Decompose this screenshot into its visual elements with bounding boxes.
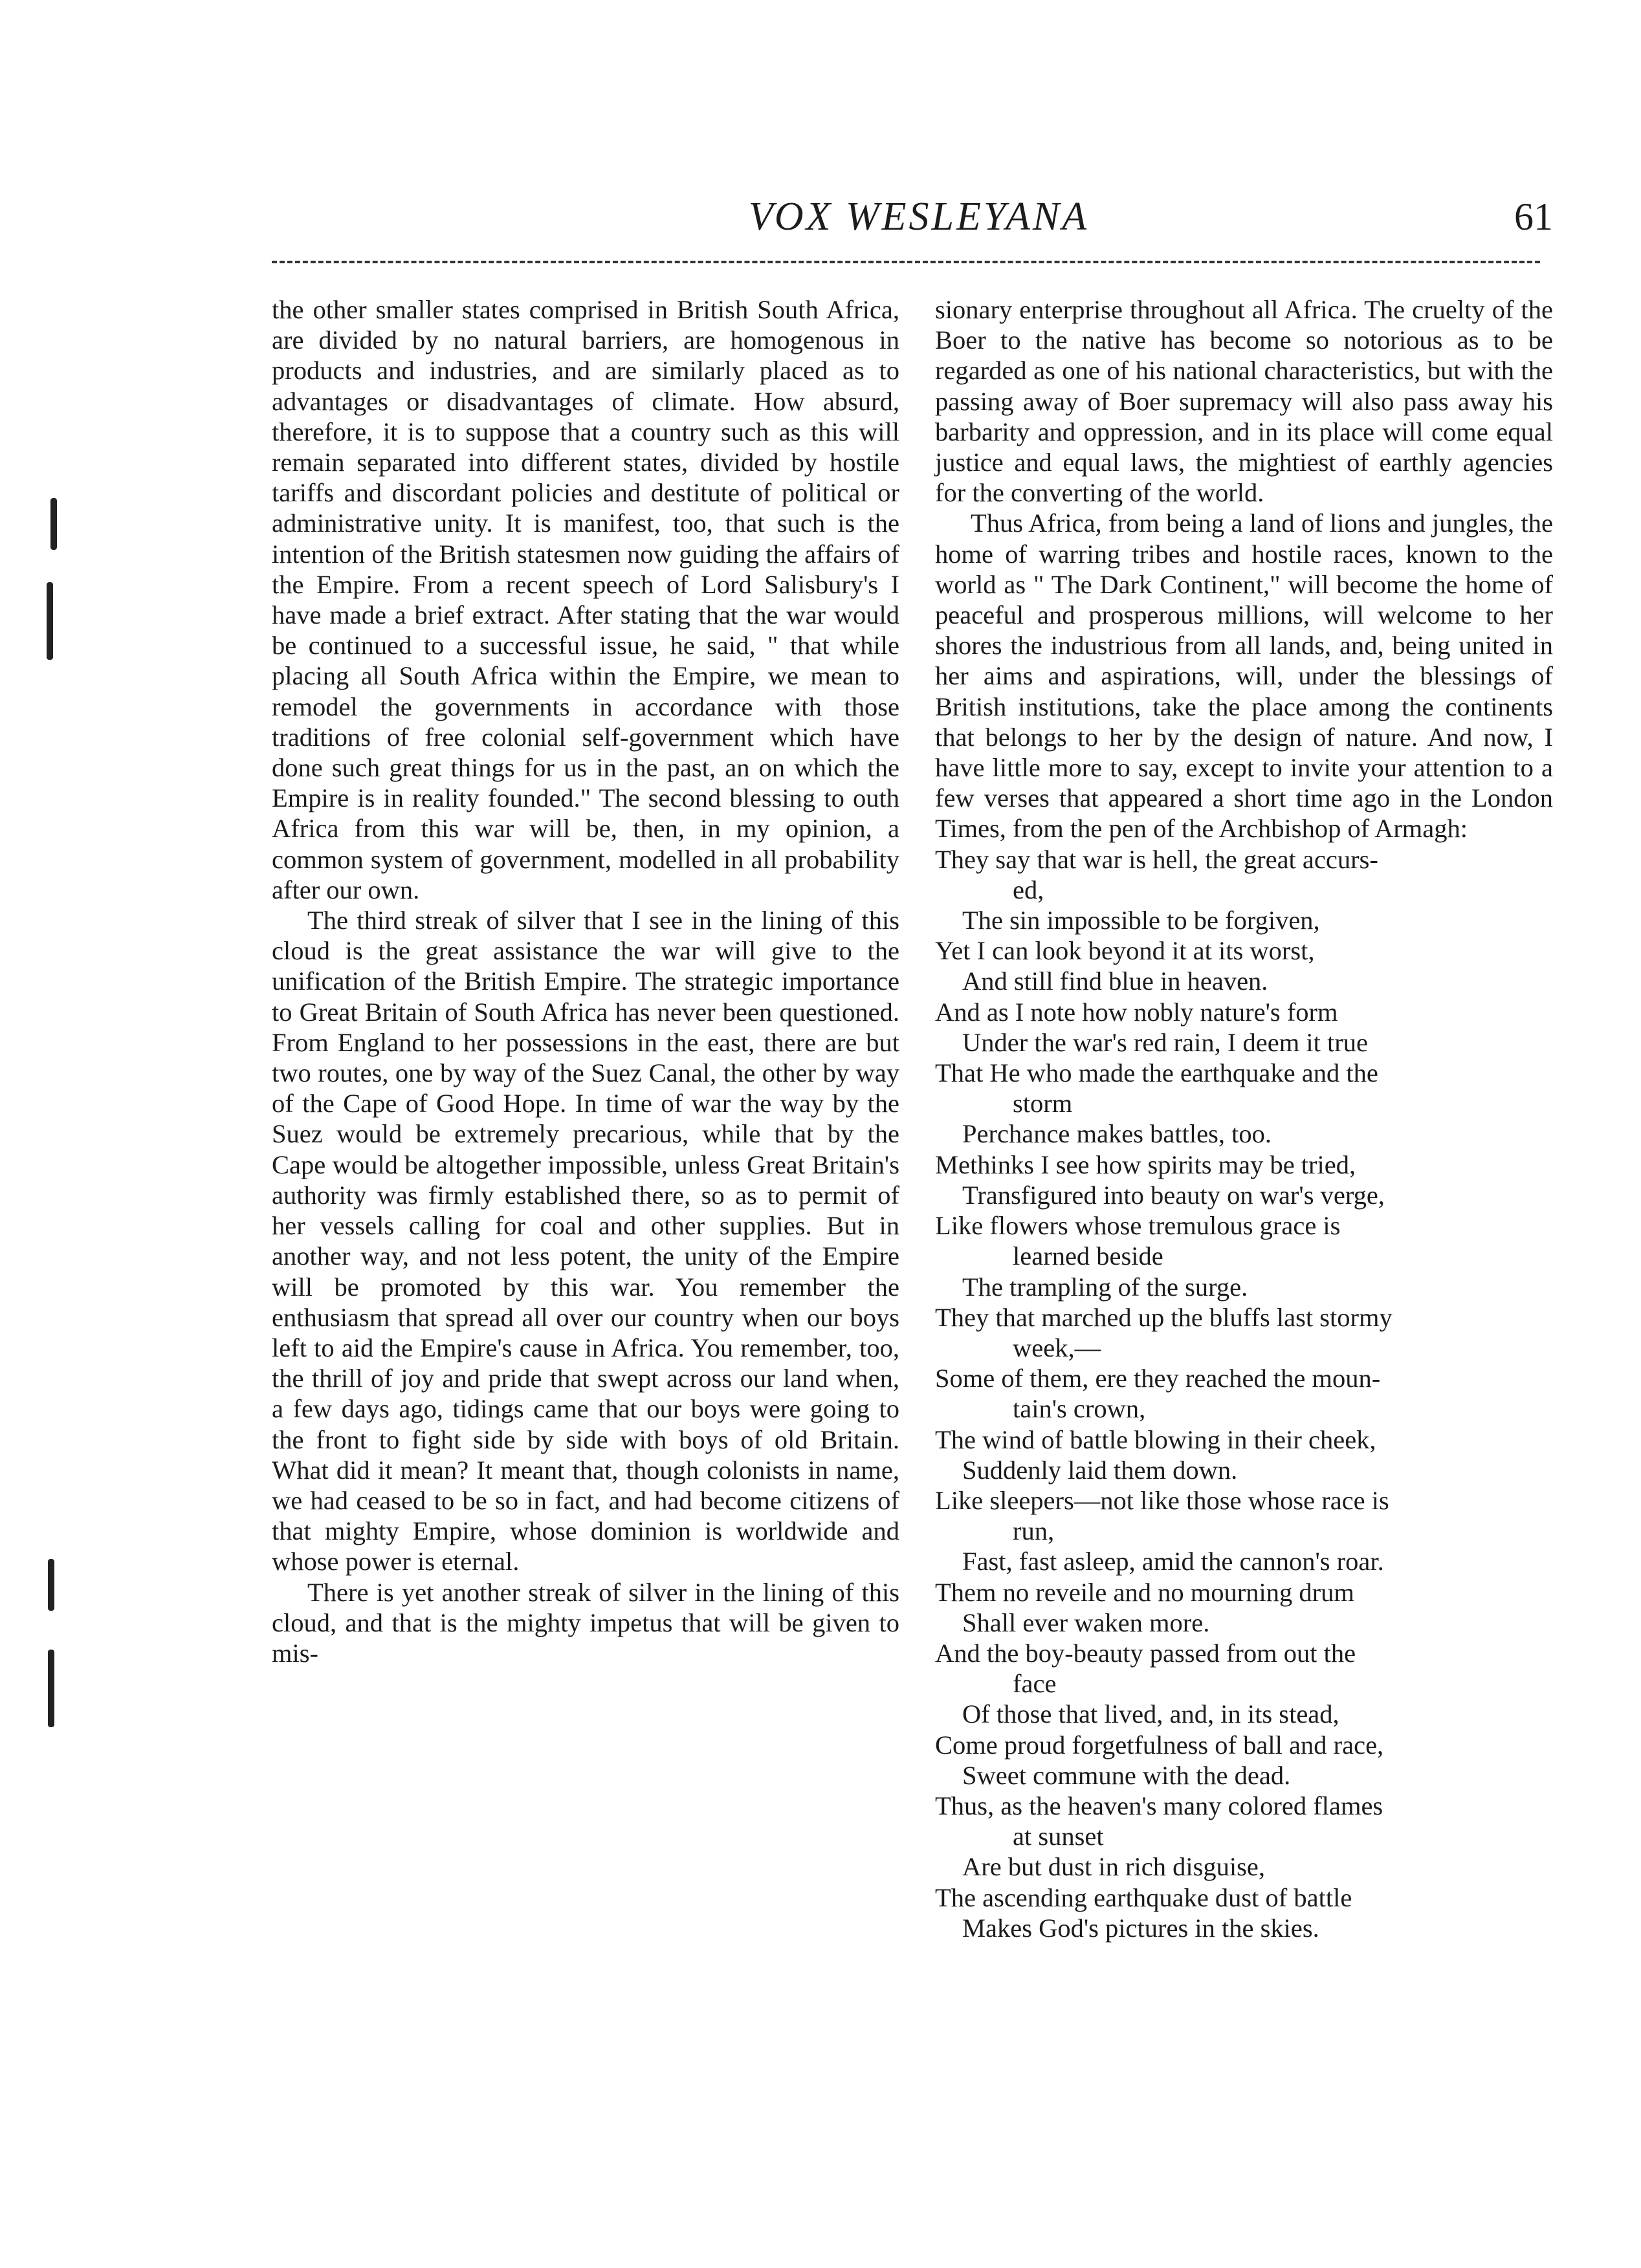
poem-line: Some of them, ere they reached the moun-	[935, 1364, 1381, 1393]
poem-line: Perchance makes battles, too.	[962, 1119, 1272, 1149]
paragraph: sionary enterprise throughout all Africa. The cruelty of the Boer to the native has become so notorious as to be regarded as one of his national characteristics, but with the passing away of Boer supremacy will also pass away his barbarity and oppression, and in its place will come equal justice and equal laws, the mightiest of earthly agencies for the converting of the world.	[935, 295, 1553, 508]
poem-line: Transfigured into beauty on war's verge,	[962, 1180, 1385, 1210]
poem-line: week,—	[1013, 1333, 1101, 1362]
poem-line: at sunset	[1013, 1822, 1104, 1851]
poem-line: Them no reveile and no mourning drum	[935, 1577, 1354, 1607]
poem-line: learned beside	[1013, 1241, 1163, 1271]
poem-line: Like sleepers—not like those whose race is	[935, 1485, 1389, 1515]
poem-line: They that marched up the bluffs last stormy	[935, 1302, 1393, 1332]
poem-line: ed,	[1013, 875, 1044, 904]
paragraph: the other smaller states comprised in British South Africa, are divided by no natural barriers, are homogenous in products and industries, and are similarly placed as to advantages or disadvantages of climate. How absurd, therefore, it is to suppose that a country such as this will remain separated into different states, divided by hostile tariffs and discordant policies and destitute of political or administrative unity. It is manifest, too, that such is the intention of the British statesmen now guiding the affairs of the Empire. From a recent speech of Lord Salisbury's I have made a brief extract. After stating that the war would be continued to a successful issue, he said, " that while placing all South Africa within the Empire, we mean to remodel the governments in accordance with those traditions of free colonial self-government which have done such great things for us in the past, an on which the Empire is in reality founded." The second blessing to outh Africa from this war will be, then, in my opinion, a common system of government, modelled in all probability after our own.	[272, 295, 899, 904]
poem-line: Sweet commune with the dead.	[962, 1760, 1291, 1790]
poem-line: They say that war is hell, the great accurs-	[935, 844, 1378, 874]
paragraph: Thus Africa, from being a land of lions and jungles, the home of warring tribes and hostile races, known to the world as " The Dark Continent," will become the home of peaceful and prosperous millions, will welcome to her shores the industrious from all lands, and, being united in her aims and aspirations, will, under the blessings of British institutions, take the place among the continents that belongs to her by the design of nature. And now, I have little more to say, except to invite your attention to a few verses that appeared a short time ago in the London Times, from the pen of the Archbishop of Armagh:	[935, 508, 1553, 844]
journal-title: VOX WESLEYANA	[748, 195, 1090, 239]
poem-line: Makes God's pictures in the skies.	[962, 1913, 1319, 1943]
poem-line: Thus, as the heaven's many colored flames	[935, 1791, 1383, 1820]
poem-line: And as I note how nobly nature's form	[935, 997, 1338, 1027]
right-column	[935, 294, 1553, 1943]
binding-mark	[47, 582, 53, 660]
poem	[935, 844, 1553, 1943]
poem-line: Are but dust in rich disguise,	[962, 1852, 1265, 1882]
poem-line: And still find blue in heaven.	[962, 966, 1268, 996]
poem-line: The trampling of the surge.	[962, 1272, 1248, 1302]
binding-mark	[48, 1559, 54, 1611]
poem-line: The sin impossible to be forgiven,	[962, 906, 1320, 935]
left-column	[272, 294, 899, 1668]
poem-line: And the boy-beauty passed from out the	[935, 1638, 1356, 1668]
binding-mark	[48, 1650, 54, 1727]
header-rule	[272, 261, 1540, 263]
poem-line: That He who made the earthquake and the	[935, 1058, 1378, 1088]
poem-line: Shall ever waken more.	[962, 1608, 1210, 1637]
poem-line: face	[1013, 1669, 1057, 1699]
page-number: 61	[1514, 195, 1553, 238]
poem-line: storm	[1013, 1089, 1073, 1118]
paragraph: The third streak of silver that I see in the lining of this cloud is the great assistance the war will give to the unification of the British Empire. The strategic importance to Great Britain of South Africa has never been questioned. From England to her possessions in the east, there are but two routes, one by way of the Suez Canal, the other by way of the Cape of Good Hope. In time of war the way by the Suez would be extremely precarious, while that by the Cape would be altogether impossible, unless Great Britain's authority was firmly established there, so as to permit of her vessels calling for coal and other supplies. But in another way, and not less potent, the unity of the Empire will be promoted by this war. You remember the enthusiasm that spread all over our country when our boys left to aid the Empire's cause in Africa. You remember, too, the thrill of joy and pride that swept across our land when, a few days ago, tidings came that our boys were going to the front to fight side by side with boys of old Britain. What did it mean? It meant that, though colonists in name, we had ceased to be so in fact, and had become citizens of that mighty Empire, whose dominion is worldwide and whose power is eternal.	[272, 906, 899, 1576]
poem-line: The wind of battle blowing in their cheek,	[935, 1424, 1376, 1454]
poem-line: tain's crown,	[1013, 1394, 1146, 1424]
poem-line: Yet I can look beyond it at its worst,	[935, 936, 1315, 966]
poem-line: Under the war's red rain, I deem it true	[962, 1027, 1368, 1057]
running-header	[272, 188, 1553, 246]
poem-line: Like flowers whose tremulous grace is	[935, 1211, 1341, 1241]
paragraph: There is yet another streak of silver in the lining of this cloud, and that is the mighty impetus that will be given to mis-	[272, 1577, 899, 1668]
poem-line: Methinks I see how spirits may be tried,	[935, 1150, 1356, 1179]
binding-mark	[50, 498, 57, 550]
poem-line: Fast, fast asleep, amid the cannon's roar.	[962, 1547, 1384, 1576]
poem-line: The ascending earthquake dust of battle	[935, 1882, 1352, 1912]
poem-line: Come proud forgetfulness of ball and race,	[935, 1730, 1384, 1760]
poem-line: Suddenly laid them down.	[962, 1455, 1238, 1485]
poem-line: Of those that lived, and, in its stead,	[962, 1699, 1339, 1729]
poem-line: run,	[1013, 1516, 1055, 1546]
